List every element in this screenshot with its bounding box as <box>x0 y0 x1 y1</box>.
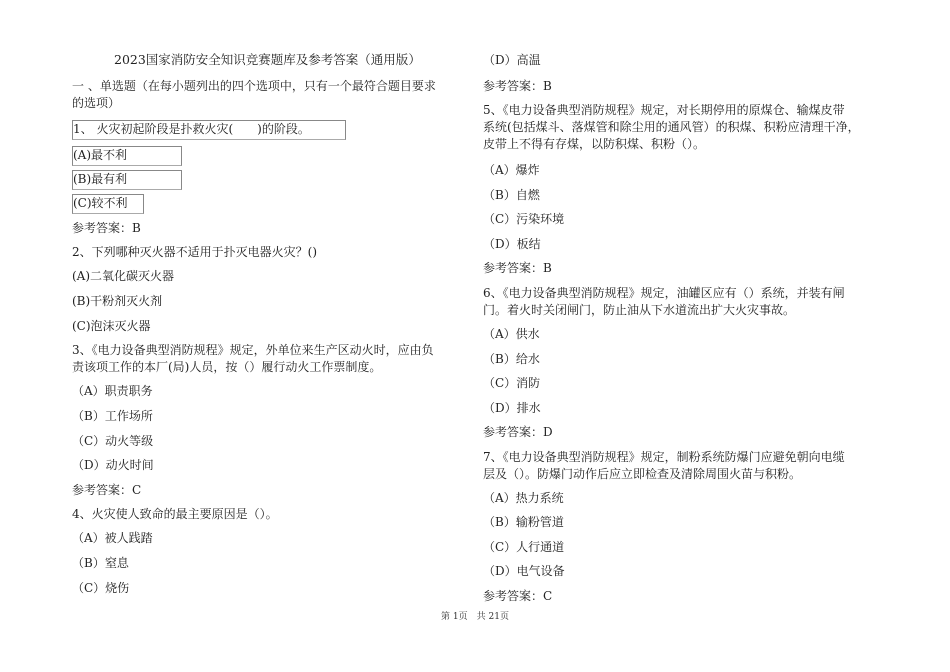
q7-option-d: （D）电气设备 <box>483 564 565 578</box>
q5-option-b: （B）自燃 <box>483 188 540 202</box>
q7-stem-line1: 7、《电力设备典型消防规程》规定，制粉系统防爆门应避免朝向电缆 <box>483 450 845 464</box>
document-title: 2023国家消防安全知识竞赛题库及参考答案（通用版） <box>114 52 421 67</box>
q5-stem-line2: 系统(包括煤斗、落煤管和除尘用的通风管）的积煤、积粉应清理干净， <box>483 120 860 134</box>
q2-option-a: (A)二氧化碳灭火器 <box>72 269 175 283</box>
q6-stem-line1: 6、《电力设备典型消防规程》规定，油罐区应有（）系统，并装有闸 <box>483 286 845 300</box>
q5-option-a: （A）爆炸 <box>483 163 540 177</box>
q7-option-a: （A）热力系统 <box>483 491 564 505</box>
q7-option-b: （B）输粉管道 <box>483 515 564 529</box>
q5-answer: 参考答案：B <box>483 261 552 275</box>
q4-answer: 参考答案：B <box>483 79 552 93</box>
q1-option-b: (B)最有利 <box>72 170 182 190</box>
q7-answer: 参考答案：C <box>483 589 553 603</box>
q2-stem: 2、下列哪种灭火器不适用于扑灭电器火灾？() <box>72 245 317 259</box>
q6-option-a: （A）供水 <box>483 327 540 341</box>
q6-stem-line2: 门。着火时关闭闸门，防止油从下水道流出扩大火灾事故。 <box>483 303 796 317</box>
q5-stem-line3: 皮带上不得有存煤，以防积煤、积粉（）。 <box>483 137 706 151</box>
q4-option-b: （B）窒息 <box>72 556 129 570</box>
q6-option-d: （D）排水 <box>483 401 541 415</box>
q3-answer: 参考答案：C <box>72 483 142 497</box>
page-number: 第 1页 共 21页 <box>441 612 509 622</box>
q4-option-a: （A）被人践踏 <box>72 531 153 545</box>
q6-answer: 参考答案：D <box>483 425 553 439</box>
q3-option-d: （D）动火时间 <box>72 458 154 472</box>
q2-option-c: (C)泡沫灭火器 <box>72 319 151 333</box>
q1-answer: 参考答案：B <box>72 221 141 235</box>
q3-stem-line2: 责该项工作的本厂(局)人员，按（）履行动火工作票制度。 <box>72 360 382 374</box>
section-heading-line2: 的选项） <box>72 96 121 110</box>
q6-option-b: （B）给水 <box>483 352 540 366</box>
q3-option-c: （C）动火等级 <box>72 434 154 448</box>
q1-option-c: (C)较不利 <box>72 194 144 214</box>
q3-option-b: （B）工作场所 <box>72 409 153 423</box>
q1-stem: 1、 火灾初起阶段是扑救火灾( )的阶段。 <box>72 120 346 140</box>
q5-option-d: （D）板结 <box>483 237 541 251</box>
q4-stem: 4、火灾使人致命的最主要原因是（）。 <box>72 507 278 521</box>
q3-stem-line1: 3、《电力设备典型消防规程》规定，外单位来生产区动火时，应由负 <box>72 343 434 357</box>
q5-stem-line1: 5、《电力设备典型消防规程》规定，对长期停用的原煤仓、输煤皮带 <box>483 103 845 117</box>
q7-stem-line2: 层及（）。防爆门动作后应立即检查及清除周围火苗与积粉。 <box>483 467 802 481</box>
q1-option-a: (A)最不利 <box>72 146 182 166</box>
q3-option-a: （A）职责职务 <box>72 384 153 398</box>
section-heading-line1: 一 、单选题（在每小题列出的四个选项中，只有一个最符合题目要求 <box>72 79 436 93</box>
q5-option-c: （C）污染环境 <box>483 212 565 226</box>
q4-option-d: （D）高温 <box>483 53 541 67</box>
q4-option-c: （C）烧伤 <box>72 581 130 595</box>
q6-option-c: （C）消防 <box>483 376 541 390</box>
q2-option-b: (B)干粉剂灭火剂 <box>72 294 163 308</box>
q7-option-c: （C）人行通道 <box>483 540 565 554</box>
